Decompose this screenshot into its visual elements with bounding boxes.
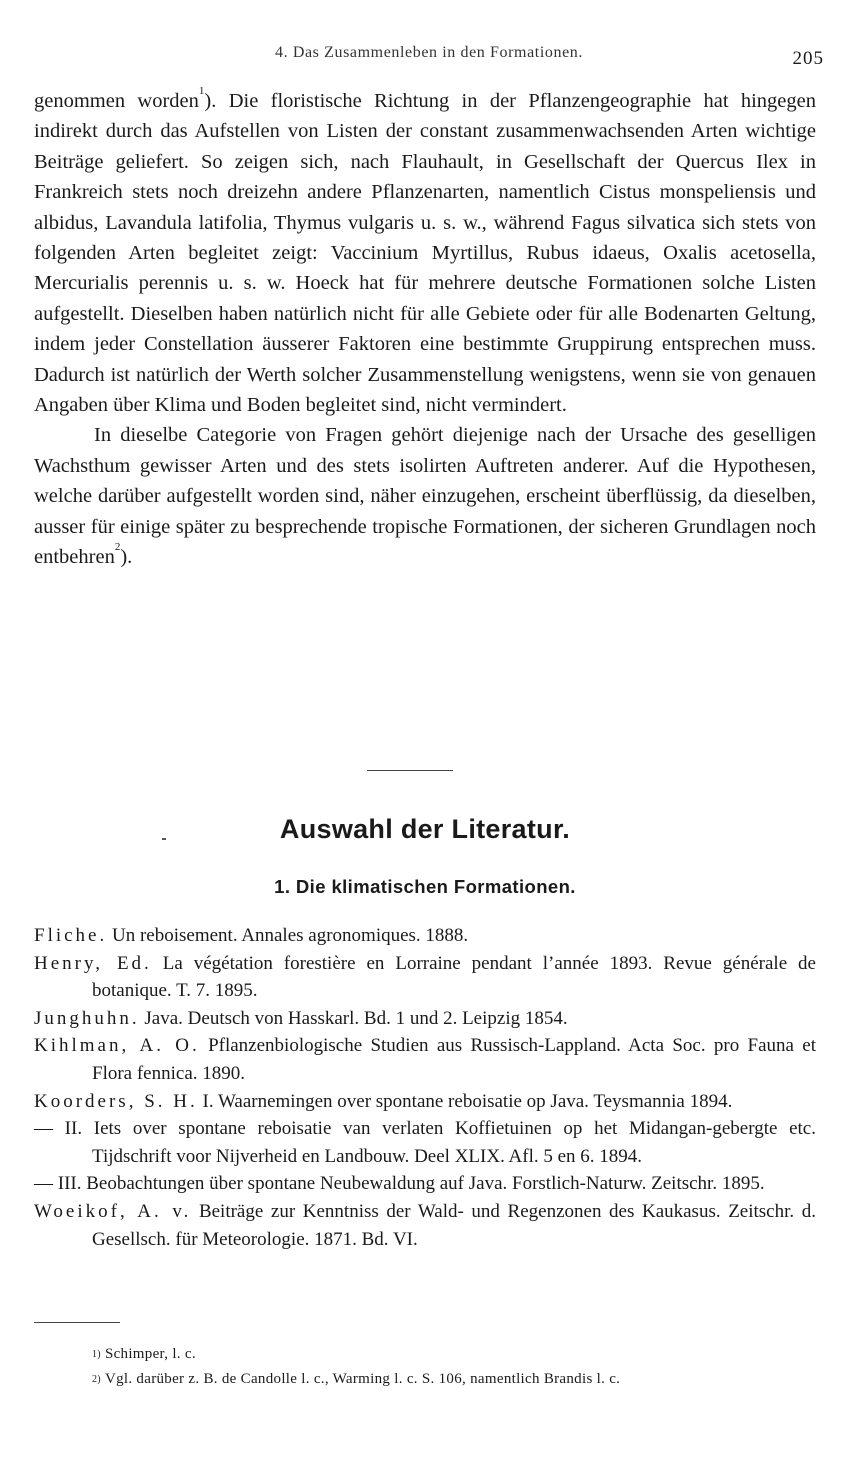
- bibliography-list: [34, 922, 816, 1253]
- footnote-mark: 1): [92, 1349, 101, 1360]
- footnote-text: Schimper, l. c.: [104, 1346, 196, 1362]
- paragraph-2: In dieselbe Categorie von Fragen gehört diejenige nach der Ursache des geselligen Wachsthum gewisser Arten und des stets isolirten Auftreten anderer. Auf die Hypothesen, welche darüber aufgestellt worden sind, näher einzugehen, erscheint überflüssig, da dieselben, ausser für einige später zu besprechende tropische Formationen, der sicheren Grundlagen noch entbehren$^2$).: [34, 424, 816, 569]
- paragraph-1-text: genommen worden: [34, 90, 199, 112]
- bib-author: Junghuhn.: [34, 1007, 140, 1029]
- footnote-rule: [34, 1322, 120, 1323]
- footnote-1: [92, 1342, 816, 1367]
- bib-author: Kihlman, A. O.: [34, 1035, 200, 1057]
- footnote-text: Vgl. darüber z. B. de Candolle l. c., Warming l. c. S. 106, namentlich Brandis l. c.: [104, 1371, 621, 1387]
- page-number: 205: [792, 48, 824, 69]
- paragraph-1-text-after: . Die floristische Richtung in der Pflanzengeographie hat hingegen indirekt durch das Aufstellen von Listen der constant zusammenwachsenden Arten wichtige Beiträge geliefert. So zeigen sich, nach Flauhault, in Gesellschaft der Quercus Ilex in Frankreich stets noch dreizehn andere Pflanzenarten, namentlich Cistus monspeliensis und albidus, Lavandula latifolia, Thymus vulgaris u. s. w., während Fagus silvatica sich stets von folgenden Arten begleitet zeigt: Vaccinium Myrtillus, Rubus idaeus, Oxalis acetosella, Mercurialis perennis u. s. w. Hoeck hat für mehrere deutsche Formationen solche Listen aufgestellt. Dieselben haben natürlich nicht für alle Gebiete oder für alle Bodenarten Geltung, indem jeder Constellation äusserer Faktoren eine bestimmte Gruppirung entsprechen muss. Dadurch ist natürlich der Werth solcher Zusammenstellung wenigstens, wenn sie von genauen Angaben über Klima und Boden begleitet sind, nicht vermindert.: [34, 90, 816, 417]
- bib-details: — III. Beobachtungen über spontane Neubewaldung auf Java. Forstlich-Naturw. Zeitschr. 1895.: [34, 1173, 765, 1195]
- paragraph-1: genommen worden$^1$). Die floristische Richtung in der Pflanzengeographie hat hingegen indirekt durch das Aufstellen von Listen der constant zusammenwachsenden Arten wichtige Beiträge geliefert. So zeigen sich, nach Flauhault, in Gesellschaft der Quercus Ilex in Frankreich stets noch dreizehn andere Pflanzenarten, namentlich Cistus monspeliensis und albidus, Lavandula latifolia, Thymus vulgaris u. s. w., während Fagus silvatica sich stets von folgenden Arten begleitet zeigt: Vaccinium Myrtillus, Rubus idaeus, Oxalis acetosella, Mercurialis perennis u. s. w. Hoeck hat für mehrere deutsche Formationen solche Listen aufgestellt. Dieselben haben natürlich nicht für alle Gebiete oder für alle Bodenarten Geltung, indem jeder Constellation äusserer Faktoren eine bestimmte Gruppirung entsprechen muss. Dadurch ist natürlich der Werth solcher Zusammenstellung wenigstens, wenn sie von genauen Angaben über Klima und Boden begleitet sind, nicht vermindert.: [34, 85, 816, 417]
- running-title: 4. Das Zusammenleben in den Formationen.: [275, 44, 583, 61]
- bibliography-entry: [34, 1088, 816, 1116]
- bib-author: Fliche.: [34, 925, 108, 946]
- paragraph-2-text-after: .: [127, 546, 133, 569]
- footnote-2: [92, 1367, 816, 1392]
- bib-author: Koorders, S. H.: [34, 1090, 198, 1112]
- bib-details: Java. Deutsch von Hasskarl. Bd. 1 und 2. Leipzig 1854.: [139, 1007, 568, 1029]
- bibliography-entry: [34, 950, 816, 1005]
- bib-details: Pflanzenbiologische Studien aus Russisch-Lappland. Acta Soc. pro Fauna et Flora fennica. 1890.: [92, 1035, 816, 1084]
- footnote-ref-1: 1: [198, 85, 205, 97]
- bib-details: Beiträge zur Kenntniss der Wald- und Regenzonen des Kaukasus. Zeitschr. d. Gesellsch. für Meteorologie. 1871. Bd. VI.: [92, 1200, 816, 1250]
- bib-author: Henry, Ed.: [34, 952, 152, 974]
- bibliography-entry: [34, 1115, 816, 1170]
- footnotes: [92, 1342, 816, 1392]
- section-title: Auswahl der Literatur.: [279, 814, 571, 844]
- bibliography-entry: [34, 1198, 816, 1253]
- running-head: [34, 38, 824, 72]
- bibliography-entry: [34, 922, 816, 950]
- bib-details: I. Waarnemingen over spontane reboisatie op Java. Teysmannia 1894.: [197, 1090, 733, 1112]
- bib-details: Un reboisement. Annales agronomiques. 1888.: [107, 925, 469, 946]
- subsection-title: 1. Die klimatischen Formationen.: [274, 876, 576, 897]
- bibliography-entry: [34, 1032, 816, 1087]
- bibliography-entry: [34, 1005, 816, 1033]
- bibliography-entry: [34, 1170, 816, 1198]
- section-divider: [367, 770, 453, 771]
- bib-details: — II. Iets over spontane reboisatie van verlaten Koffietuinen op het Midangan-gebergte etc. Tijdschrift voor Nijverheid en Landbouw. Deel XLIX. Afl. 5 en 6. 1894.: [34, 1118, 816, 1167]
- paragraph-2-text: In dieselbe Categorie von Fragen gehört diejenige nach der Ursache des geselligen Wachsthum gewisser Arten und des stets isolirten Auftreten anderer. Auf die Hypothesen, welche darüber aufgestellt worden sind, näher einzugehen, erscheint überflüssig, da dieselben, ausser für einige später zu besprechende tropische Formationen, der sicheren Grundlagen noch entbehren: [34, 424, 816, 569]
- body-text: [34, 86, 816, 573]
- bib-details: La végétation forestière en Lorraine pendant l’année 1893. Revue générale de botanique. T. 7. 1895.: [92, 952, 816, 1002]
- footnote-mark: 2): [92, 1374, 101, 1385]
- footnote-ref-2: 2: [114, 541, 121, 554]
- bib-author: Woeikof, A. v.: [34, 1200, 192, 1222]
